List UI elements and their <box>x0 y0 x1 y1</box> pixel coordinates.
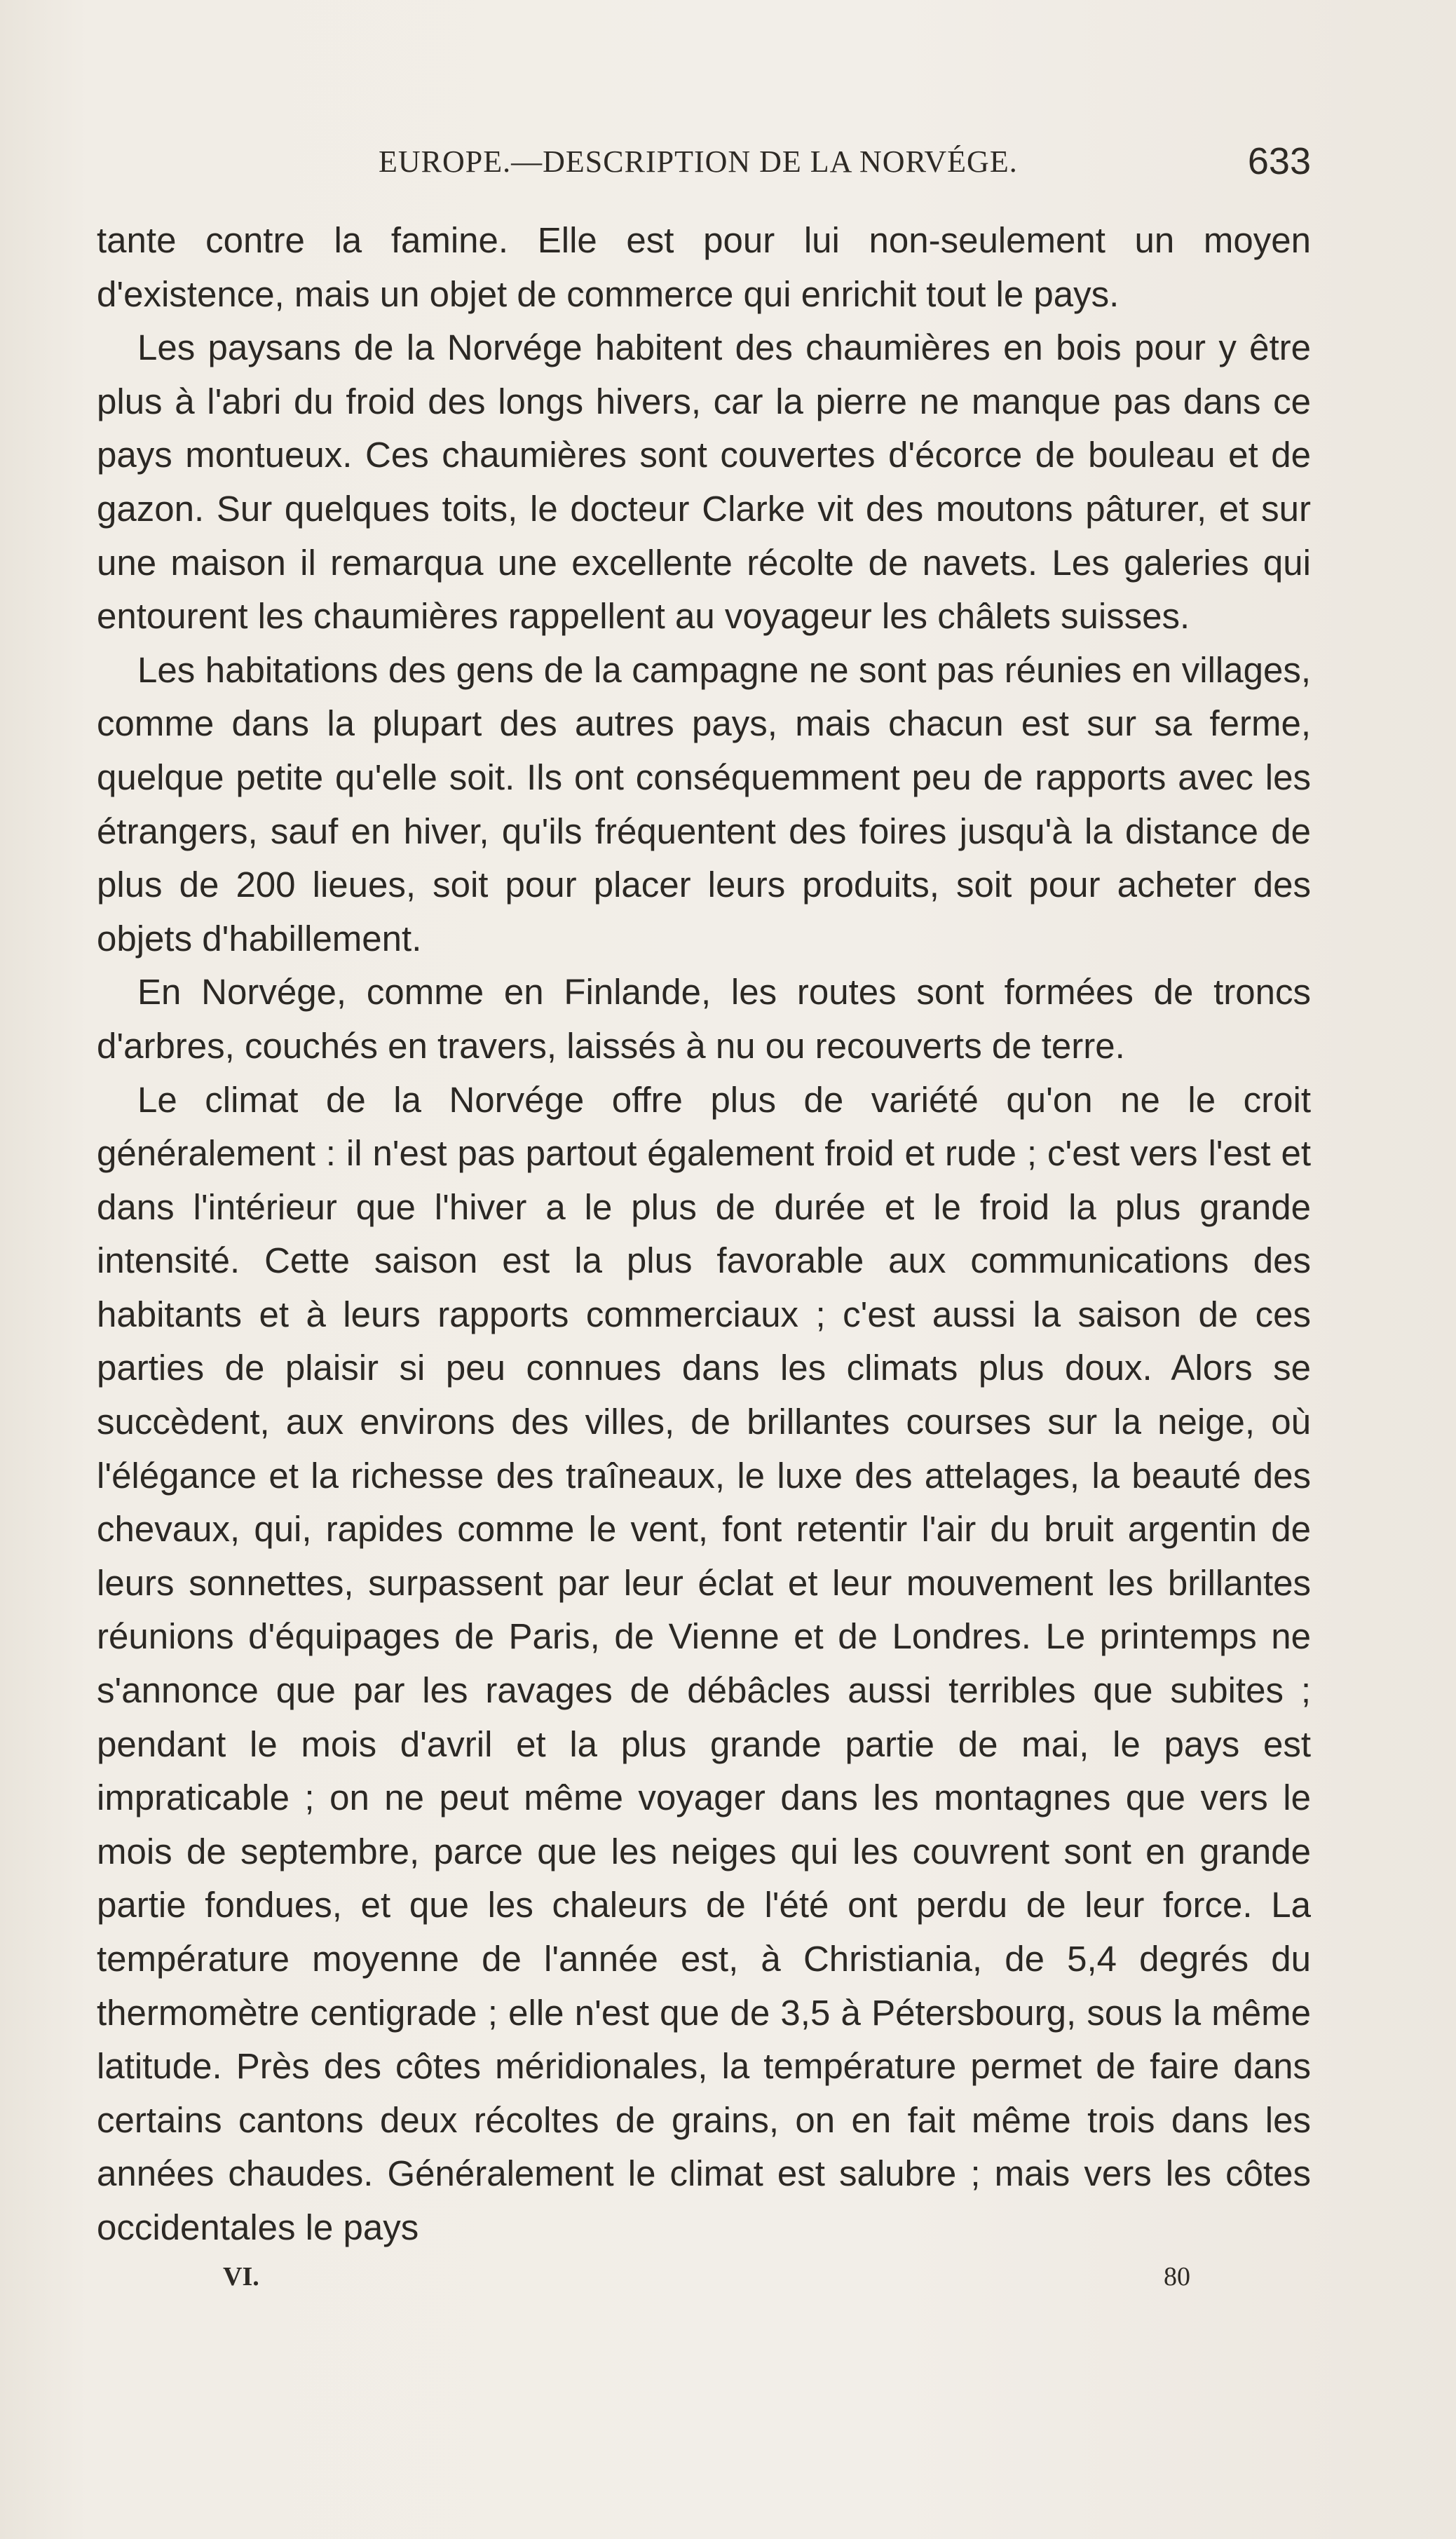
paragraph-climat: Le climat de la Norvége offre plus de variété qu'on ne le croit généralement : il n'est pas partout également froid et rude ; c'est vers l'est et dans l'intérieur que l'hiver a le plus de durée et le froid la plus grande intensité. Cette saison est la plus favorable aux communications des habitants et à leurs rapports commerciaux ; c'est aussi la saison de ces parties de plaisir si peu connues dans les climats plus doux. Alors se succèdent, aux environs des villes, de brillantes courses sur la neige, où l'élégance et la richesse des traîneaux, le luxe des attelages, la beauté des chevaux, qui, rapides comme le vent, font retentir l'air du bruit argentin de leurs sonnettes, surpassent par leur éclat et leur mouvement les brillantes réunions d'équipages de Paris, de Vienne et de Londres. Le printemps ne s'annonce que par les ravages de débâcles aussi terribles que subites ; pendant le mois d'avril et la plus grande partie de mai, le pays est impraticable ; on ne peut même voyager dans les montagnes que vers le mois de septembre, parce que les neiges qui les couvrent sont en grande partie fondues, et que les chaleurs de l'été ont perdu de leur force. La température moyenne de l'année est, à Christiania, de 5,4 degrés du thermomètre centigrade ; elle n'est que de 3,5 à Pétersbourg, sous la même latitude. Près des côtes méridionales, la température permet de faire dans certains cantons deux récoltes de grains, on en fait même trois dans les années chaudes. Généralement le climat est salubre ; mais vers les côtes occidentales le pays <box>97 1079 1311 2247</box>
paragraph-continuation: tante contre la famine. Elle est pour lui non-seulement un moyen d'existence, mais un objet de commerce qui enrichit tout le pays. <box>97 220 1311 314</box>
paragraph-habitations: Les habitations des gens de la campagne ne sont pas réunies en villages, comme dans la plupart des autres pays, mais chacun est sur sa ferme, quelque petite qu'elle soit. Ils ont conséquemment peu de rapports avec les étrangers, sauf en hiver, qu'ils fréquentent des foires jusqu'à la distance de plus de 200 lieues, soit pour placer leurs produits, soit pour acheter des objets d'habillement. <box>97 649 1311 959</box>
page-header <box>379 140 1311 193</box>
page-number: 633 <box>1247 140 1311 182</box>
signature-mark: VI. <box>223 2262 259 2291</box>
paragraph-routes: En Norvége, comme en Finlande, les routes sont formées de troncs d'arbres, couchés en travers, laissés à nu ou recouverts de terre. <box>97 972 1311 1066</box>
paragraph-chaumieres: Les paysans de la Norvége habitent des chaumières en bois pour y être plus à l'abri du froid des longs hivers, car la pierre ne manque pas dans ce pays montueux. Ces chaumières sont couvertes d'écorce de bouleau et de gazon. Sur quelques toits, le docteur Clarke vit des moutons pâturer, et sur une maison il remarqua une excellente récolte de navets. Les galeries qui entourent les chaumières rappellent au voyageur les châlets suisses. <box>97 327 1311 637</box>
body-text <box>97 214 1311 2255</box>
running-title: EUROPE.—DESCRIPTION DE LA NORVÉGE. <box>379 144 1018 179</box>
sheet-number: 80 <box>1164 2262 1190 2291</box>
page-footer <box>223 2261 1190 2296</box>
